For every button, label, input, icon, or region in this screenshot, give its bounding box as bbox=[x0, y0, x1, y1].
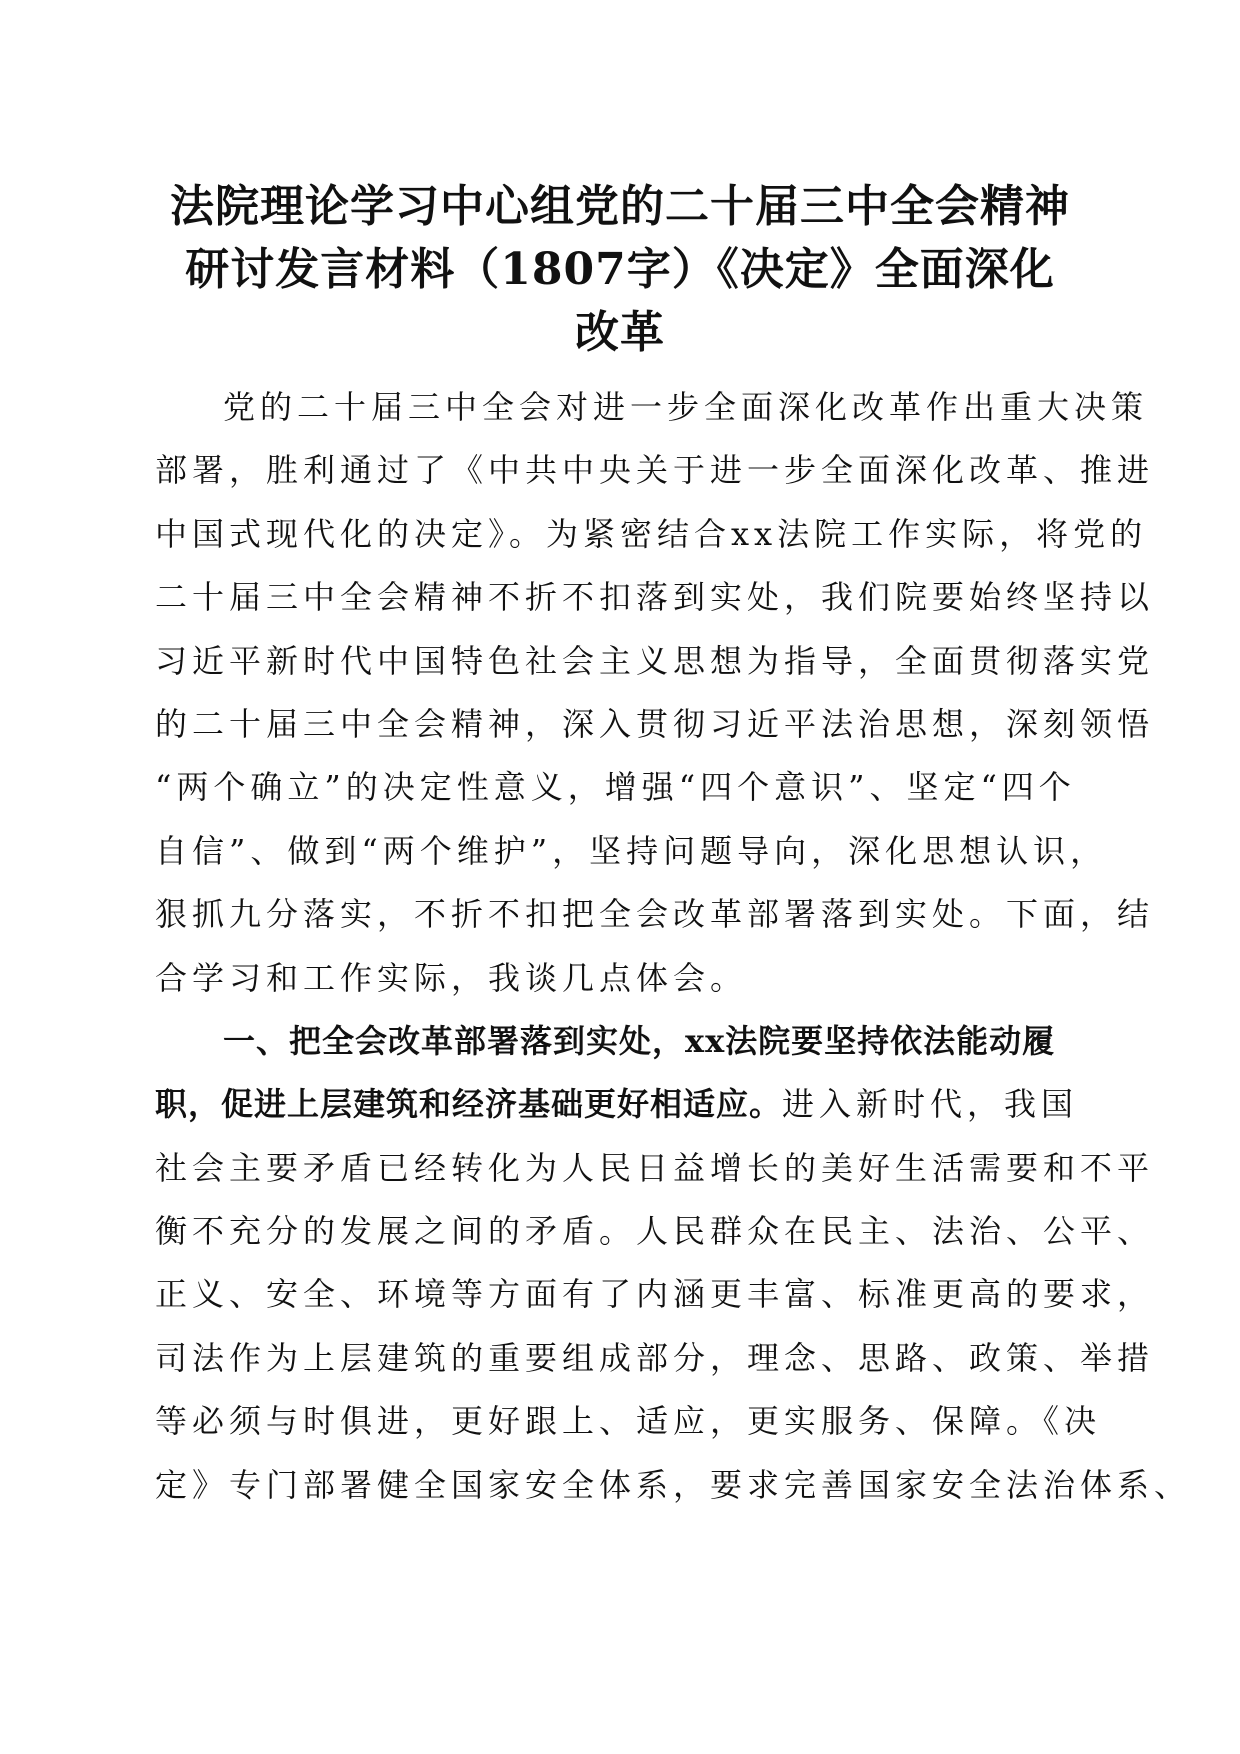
paragraph-line: 狠抓九分落实，不折不扣把全会改革部署落到实处。下面，结 bbox=[155, 895, 1155, 934]
paragraph-line: 党的二十届三中全会对进一步全面深化改革作出重大决策 bbox=[223, 388, 1149, 426]
paragraph-line: 衡不充分的发展之间的矛盾。人民群众在民主、法治、公平、 bbox=[155, 1212, 1155, 1251]
paragraph-line: 的二十届三中全会精神，深入贯彻习近平法治思想，深刻领悟 bbox=[155, 704, 1155, 743]
document-body bbox=[155, 376, 1192, 1517]
title-line-2: 研讨发言材料（1807字）《决定》全面深化 bbox=[185, 244, 1055, 295]
paragraph-line: 二十届三中全会精神不折不扣落到实处，我们院要始终坚持以 bbox=[155, 578, 1155, 617]
intro-paragraph bbox=[155, 376, 1155, 1010]
paragraph-line: “两个确立”的决定性意义，增强“四个意识”、坚定“四个 bbox=[155, 768, 1076, 807]
section-1-heading-end: 职，促进上层建筑和经济基础更好相适应。 bbox=[155, 1085, 783, 1124]
section-1-paragraph bbox=[155, 1010, 1192, 1517]
paragraph-line: 自信”、做到“两个维护”，坚持问题导向，深化思想认识， bbox=[155, 831, 1108, 870]
title-line-1: 法院理论学习中心组党的二十届三中全会精神 bbox=[170, 181, 1070, 232]
paragraph-line: 合学习和工作实际，我谈几点体会。 bbox=[155, 958, 748, 997]
paragraph-line: 定》专门部署健全国家安全体系，要求完善国家安全法治体系、 bbox=[155, 1465, 1192, 1504]
title-line-3: 改革 bbox=[575, 307, 665, 358]
paragraph-line: 部署，胜利通过了《中共中央关于进一步全面深化改革、推进 bbox=[155, 451, 1155, 490]
section-1-heading-line-1: 一、把全会改革部署落到实处，xx法院要坚持依法能动履 bbox=[223, 1021, 1056, 1060]
paragraph-line: 司法作为上层建筑的重要组成部分，理念、思路、政策、举措 bbox=[155, 1338, 1155, 1377]
paragraph-line: 中国式现代化的决定》。为紧密结合xx法院工作实际，将党的 bbox=[155, 514, 1148, 553]
paragraph-line: 社会主要矛盾已经转化为人民日益增长的美好生活需要和不平 bbox=[155, 1148, 1155, 1187]
section-1-heading-line-2 bbox=[155, 1073, 1095, 1136]
paragraph-line: 习近平新时代中国特色社会主义思想为指导，全面贯彻落实党 bbox=[155, 641, 1155, 680]
document-title bbox=[150, 175, 1090, 364]
paragraph-line: 正义、安全、环境等方面有了内涵更丰富、标准更高的要求， bbox=[155, 1275, 1155, 1314]
section-1-text-start: 进入新时代，我国 bbox=[782, 1085, 1079, 1124]
paragraph-line: 等必须与时俱进，更好跟上、适应，更实服务、保障。《决 bbox=[155, 1402, 1102, 1441]
